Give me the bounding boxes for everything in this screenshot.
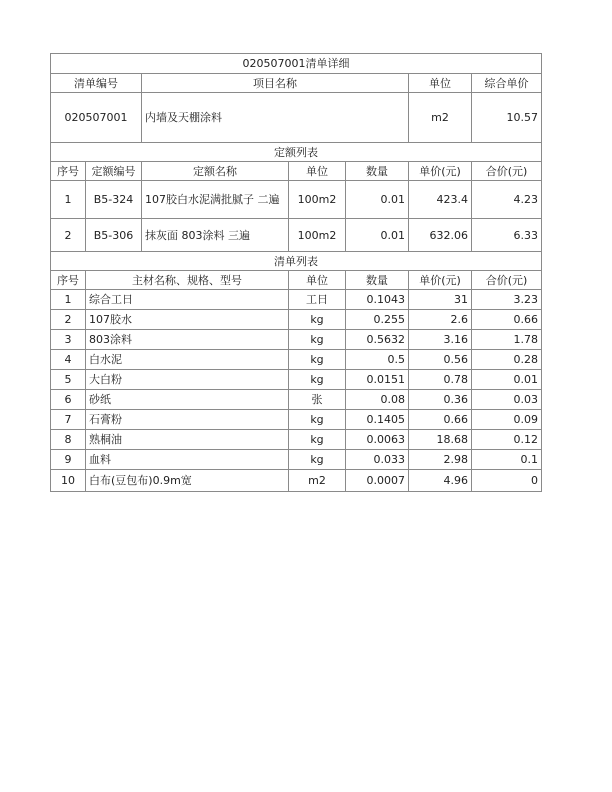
material-name: 白水泥 — [86, 350, 289, 370]
quota-col-qty: 数量 — [346, 162, 409, 181]
material-unit: 张 — [289, 390, 346, 410]
material-qty: 0.08 — [346, 390, 409, 410]
material-total: 0.66 — [472, 310, 542, 330]
material-unit: 工日 — [289, 290, 346, 310]
item-name: 内墙及天棚涂料 — [142, 93, 409, 143]
material-index: 4 — [51, 350, 86, 370]
material-unit: kg — [289, 430, 346, 450]
material-total: 0.1 — [472, 450, 542, 470]
quota-unit-price: 423.4 — [409, 181, 472, 219]
item-price: 10.57 — [472, 93, 542, 143]
quota-section-title: 定额列表 — [51, 143, 542, 162]
table-row — [51, 219, 542, 252]
material-unit-price: 0.36 — [409, 390, 472, 410]
bill-detail-table — [50, 53, 542, 492]
material-name: 综合工日 — [86, 290, 289, 310]
quota-unit: 100m2 — [289, 181, 346, 219]
quota-col-total: 合价(元) — [472, 162, 542, 181]
material-index: 7 — [51, 410, 86, 430]
quota-index: 2 — [51, 219, 86, 252]
material-col-total: 合价(元) — [472, 271, 542, 290]
header-name: 项目名称 — [142, 74, 409, 93]
material-index: 3 — [51, 330, 86, 350]
quota-col-code: 定额编号 — [86, 162, 142, 181]
table-row — [51, 330, 542, 350]
material-total: 0.03 — [472, 390, 542, 410]
material-unit-price: 0.66 — [409, 410, 472, 430]
material-unit: kg — [289, 350, 346, 370]
material-unit: m2 — [289, 470, 346, 492]
material-qty: 0.5 — [346, 350, 409, 370]
sheet-title: 020507001清单详细 — [51, 54, 542, 74]
quota-name: 107胶白水泥满批腻子 二遍 — [142, 181, 289, 219]
quota-qty: 0.01 — [346, 219, 409, 252]
material-total: 0.09 — [472, 410, 542, 430]
material-unit: kg — [289, 310, 346, 330]
material-col-name: 主材名称、规格、型号 — [86, 271, 289, 290]
material-name: 血料 — [86, 450, 289, 470]
quota-col-unit: 单位 — [289, 162, 346, 181]
material-unit-price: 0.56 — [409, 350, 472, 370]
material-col-unit: 单位 — [289, 271, 346, 290]
material-name: 803涂料 — [86, 330, 289, 350]
header-code: 清单编号 — [51, 74, 142, 93]
table-row — [51, 390, 542, 410]
quota-total: 4.23 — [472, 181, 542, 219]
material-unit-price: 4.96 — [409, 470, 472, 492]
table-row — [51, 370, 542, 390]
material-index: 1 — [51, 290, 86, 310]
quota-code: B5-324 — [86, 181, 142, 219]
material-qty: 0.0007 — [346, 470, 409, 492]
material-qty: 0.033 — [346, 450, 409, 470]
quota-code: B5-306 — [86, 219, 142, 252]
table-row — [51, 450, 542, 470]
material-qty: 0.0063 — [346, 430, 409, 450]
table-row — [51, 410, 542, 430]
material-name: 107胶水 — [86, 310, 289, 330]
item-code: 020507001 — [51, 93, 142, 143]
material-name: 白布(豆包布)0.9m宽 — [86, 470, 289, 492]
material-unit-price: 2.6 — [409, 310, 472, 330]
material-name: 大白粉 — [86, 370, 289, 390]
material-qty: 0.1043 — [346, 290, 409, 310]
material-unit-price: 3.16 — [409, 330, 472, 350]
material-col-unit-price: 单价(元) — [409, 271, 472, 290]
material-section-title: 清单列表 — [51, 252, 542, 271]
material-unit: kg — [289, 410, 346, 430]
material-header-row — [51, 271, 542, 290]
material-unit: kg — [289, 330, 346, 350]
material-unit: kg — [289, 450, 346, 470]
material-qty: 0.5632 — [346, 330, 409, 350]
quota-total: 6.33 — [472, 219, 542, 252]
material-total: 0.01 — [472, 370, 542, 390]
material-total: 0.12 — [472, 430, 542, 450]
material-qty: 0.1405 — [346, 410, 409, 430]
quota-header-row — [51, 162, 542, 181]
material-unit: kg — [289, 370, 346, 390]
material-qty: 0.0151 — [346, 370, 409, 390]
material-index: 6 — [51, 390, 86, 410]
material-index: 5 — [51, 370, 86, 390]
quota-col-name: 定额名称 — [142, 162, 289, 181]
table-row — [51, 430, 542, 450]
header-unit: 单位 — [409, 74, 472, 93]
table-row — [51, 290, 542, 310]
table-row — [51, 310, 542, 330]
material-index: 2 — [51, 310, 86, 330]
material-unit-price: 2.98 — [409, 450, 472, 470]
table-row — [51, 350, 542, 370]
quota-col-index: 序号 — [51, 162, 86, 181]
material-index: 8 — [51, 430, 86, 450]
material-index: 9 — [51, 450, 86, 470]
material-unit-price: 31 — [409, 290, 472, 310]
material-name: 熟桐油 — [86, 430, 289, 450]
material-total: 0 — [472, 470, 542, 492]
material-name: 石膏粉 — [86, 410, 289, 430]
material-index: 10 — [51, 470, 86, 492]
table-row — [51, 470, 542, 492]
quota-name: 抹灰面 803涂料 三遍 — [142, 219, 289, 252]
header-price: 综合单价 — [472, 74, 542, 93]
material-name: 砂纸 — [86, 390, 289, 410]
material-total: 0.28 — [472, 350, 542, 370]
material-total: 3.23 — [472, 290, 542, 310]
material-qty: 0.255 — [346, 310, 409, 330]
material-unit-price: 0.78 — [409, 370, 472, 390]
item-unit: m2 — [409, 93, 472, 143]
material-col-qty: 数量 — [346, 271, 409, 290]
material-unit-price: 18.68 — [409, 430, 472, 450]
quota-col-unit-price: 单价(元) — [409, 162, 472, 181]
material-total: 1.78 — [472, 330, 542, 350]
quota-index: 1 — [51, 181, 86, 219]
quota-unit-price: 632.06 — [409, 219, 472, 252]
quota-qty: 0.01 — [346, 181, 409, 219]
table-row — [51, 181, 542, 219]
quota-unit: 100m2 — [289, 219, 346, 252]
material-col-index: 序号 — [51, 271, 86, 290]
